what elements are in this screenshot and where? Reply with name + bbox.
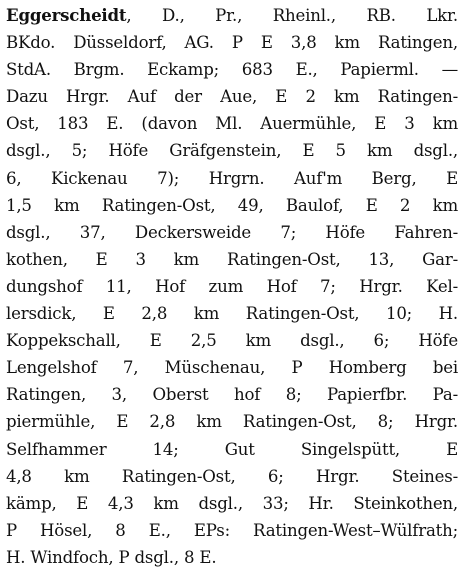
entry-line-01: Eggerscheidt, D., Pr., Rheinl., RB. Lkr. [6, 5, 458, 25]
entry-line-20: P Hösel, 8 E., EPs: Ratingen-West–Wülfrath; [6, 520, 458, 540]
entry-line-08: 1,5 km Ratingen-Ost, 49, Baulof, E 2 km [6, 195, 458, 215]
entry-line-21: H. Windfoch, P dsgl., 8 E. [6, 547, 217, 567]
entry-line-16: piermühle, E 2,8 km Ratingen-Ost, 8; Hrgr. [6, 412, 458, 432]
entry-line-04: Dazu Hrgr. Auf der Aue, E 2 km Ratingen- [6, 87, 458, 107]
entry-line-11: dungshof 11, Hof zum Hof 7; Hrgr. Kel- [6, 276, 458, 296]
entry-line-09: dsgl., 37, Deckersweide 7; Höfe Fahren- [6, 222, 458, 242]
entry-line-02: BKdo. Düsseldorf, AG. P E 3,8 km Ratingen, [6, 33, 458, 53]
gazetteer-entry-eggerscheidt [6, 2, 458, 571]
entry-line-14: Lengelshof 7, Müschenau, P Homberg bei [6, 358, 458, 378]
entry-line-13: Koppekschall, E 2,5 km dsgl., 6; Höfe [6, 331, 458, 351]
entry-headword: Eggerscheidt [6, 5, 127, 25]
entry-line-06: dsgl., 5; Höfe Gräfgenstein, E 5 km dsgl., [6, 141, 458, 161]
entry-line-05: Ost, 183 E. (davon Ml. Auermühle, E 3 km [6, 114, 458, 134]
entry-line-18: 4,8 km Ratingen-Ost, 6; Hrgr. Steines- [6, 466, 458, 486]
entry-line-12: lersdick, E 2,8 km Ratingen-Ost, 10; H. [6, 304, 458, 324]
entry-line-17: Selfhammer 14; Gut Singelspütt, E [6, 439, 458, 459]
entry-line-03: StdA. Brgm. Eckamp; 683 E., Papierml. — [6, 60, 458, 80]
entry-line-19: kämp, E 4,3 km dsgl., 33; Hr. Steinkothen, [6, 493, 458, 513]
entry-line-07: 6, Kickenau 7); Hrgrn. Auf'm Berg, E [6, 168, 458, 188]
entry-line-15: Ratingen, 3, Oberst hof 8; Papierfbr. Pa- [6, 385, 458, 405]
entry-line-10: kothen, E 3 km Ratingen-Ost, 13, Gar- [6, 249, 458, 269]
